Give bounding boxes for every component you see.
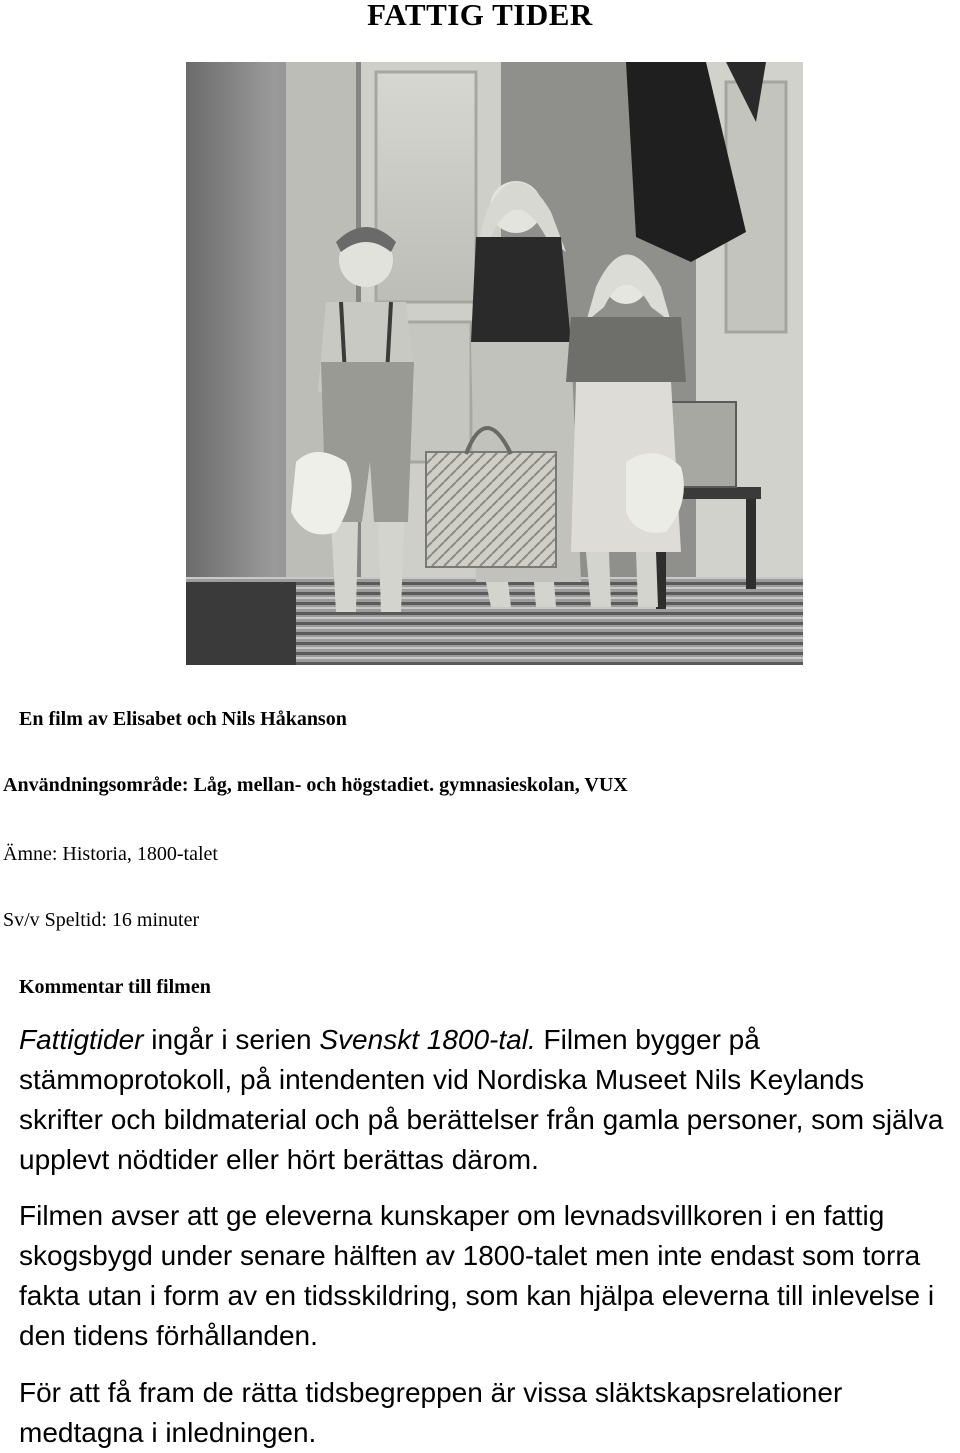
paragraph-2: Filmen avser att ge eleverna kunskaper om levnadsvillkoren i en fattig skogsbygd under senare hälften av 1800-talet men inte endast som torra fakta utan i form av en tidsskildring, som kan hjälpa eleverna till inlevelse i den tidens förhållanden. — [19, 1200, 935, 1351]
series-title-italic: Svenskt 1800-tal. — [319, 1024, 536, 1055]
page-title: FATTIG TIDER — [367, 0, 593, 32]
subject-line: Ämne: Historia, 1800-talet — [3, 843, 218, 865]
paragraph-3: För att få fram de rätta tidsbegreppen är vissa släktskapsrelationer medtagna i inledningen. — [19, 1377, 843, 1448]
paragraph-1-mid: ingår i serien — [143, 1024, 320, 1055]
film-title-italic: Fattigtider — [19, 1024, 144, 1055]
usage-area: Användningsområde: Låg, mellan- och högstadiet. gymnasieskolan, VUX — [3, 774, 628, 796]
paragraph-1 — [19, 1020, 954, 1180]
paragraph-1-rest: Filmen bygger på stämmoprotokoll, på intendenten vid Nordiska Museet Nils Keylands skrifter och bildmaterial och på berättelser från gamla personer, som själva upplevt nödtider eller hört berättas därom. — [19, 1024, 944, 1175]
runtime-line: Sv/v Speltid: 16 minuter — [3, 909, 200, 931]
photo-children-in-doorway — [186, 62, 803, 665]
film-credits: En film av Elisabet och Nils Håkanson — [19, 708, 347, 730]
comment-heading: Kommentar till filmen — [19, 976, 211, 998]
